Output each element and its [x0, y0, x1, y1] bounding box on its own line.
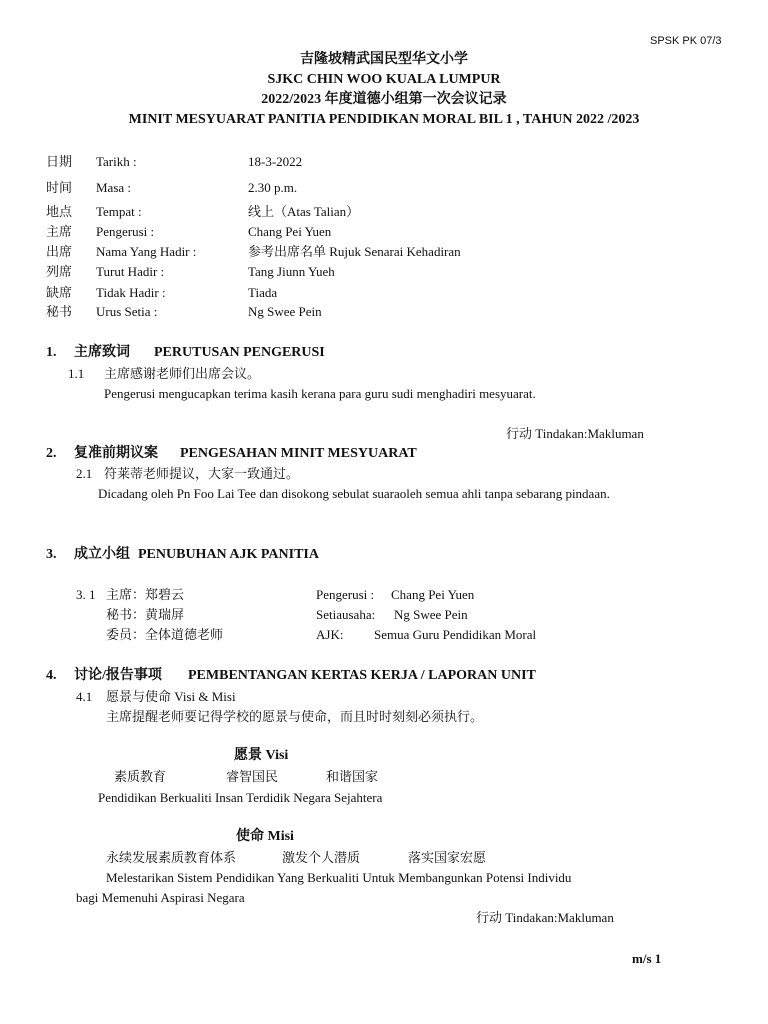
info-label-malay: Urus Setia :: [96, 304, 158, 319]
committee-role-value: Ng Swee Pein: [394, 607, 468, 622]
item-text-malay: Pengerusi mengucapkan terima kasih kerana para guru sudi menghadiri mesyuarat.: [104, 386, 536, 401]
section-title-chinese: 主席致词: [74, 345, 130, 360]
section-title-chinese: 讨论/报告事项: [74, 668, 162, 683]
info-value: Chang Pei Yuen: [248, 224, 332, 239]
info-label-malay: Tidak Hadir :: [96, 285, 166, 300]
committee-role-label: Pengerusi :: [316, 587, 375, 602]
info-value: 2.30 p.m.: [248, 180, 298, 195]
section-number: 4.: [46, 668, 57, 683]
vision-item-chinese: 和谐国家: [326, 769, 379, 784]
mission-text-malay: Melestarikan Sistem Pendidikan Yang Berkualiti Untuk Membangunkan Potensi Individu: [106, 870, 572, 885]
info-label-chinese: 缺席: [46, 285, 73, 300]
committee-role-label: AJK:: [316, 627, 344, 642]
committee-role-chinese: 秘书：黄瑞屏: [106, 607, 185, 622]
info-label-chinese: 地点: [46, 204, 73, 219]
document-code: SPSK PK 07/3: [650, 35, 722, 47]
section-number: 1.: [46, 345, 57, 360]
item-number: 2.1: [76, 466, 93, 481]
vision-text-malay: Pendidikan Berkualiti Insan Terdidik Negara Sejahtera: [98, 790, 383, 805]
info-label-chinese: 列席: [46, 264, 73, 279]
action-note: 行动 Tindakan:Makluman: [506, 426, 644, 441]
item-number: 1.1: [68, 366, 85, 381]
info-value: 参考出席名单 Rujuk Senarai Kehadiran: [248, 244, 461, 259]
section-title-malay: PENGESAHAN MINIT MESYUARAT: [180, 446, 417, 461]
section-number: 2.: [46, 446, 57, 461]
item-text-chinese: 符莱蒂老师提议，大家一致通过。: [104, 466, 300, 481]
info-label-malay: Turut Hadir :: [96, 264, 165, 279]
school-name-english: SJKC CHIN WOO KUALA LUMPUR: [267, 72, 501, 87]
mission-item-chinese: 永续发展素质教育体系: [106, 850, 237, 865]
info-value: 18-3-2022: [248, 154, 303, 169]
action-note: 行动 Tindakan:Makluman: [476, 910, 614, 925]
committee-role-chinese: 主席：郑碧云: [106, 587, 185, 602]
info-value: Tang Jiunn Yueh: [248, 264, 335, 279]
info-label-chinese: 主席: [46, 224, 73, 239]
section-title-malay: PEMBENTANGAN KERTAS KERJA / LAPORAN UNIT: [188, 668, 536, 683]
title-chinese: 2022/2023 年度道德小组第一次会议记录: [261, 92, 507, 107]
vision-title: 愿景 Visi: [234, 748, 289, 763]
info-label-malay: Nama Yang Hadir :: [96, 244, 197, 259]
info-label-chinese: 秘书: [46, 304, 73, 319]
info-label-malay: Masa :: [96, 180, 132, 195]
mission-title: 使命 Misi: [236, 829, 294, 844]
section-title-chinese: 复准前期议案: [74, 446, 158, 461]
info-value: Tiada: [248, 285, 278, 300]
info-label-chinese: 时间: [46, 180, 73, 195]
item-title: 愿景与使命 Visi & Misi: [106, 689, 236, 704]
committee-role-value: Chang Pei Yuen: [391, 587, 475, 602]
item-text-chinese: 主席提醒老师要记得学校的愿景与使命，而且时时刻刻必须执行。: [106, 709, 484, 724]
mission-text-malay-continued: bagi Memenuhi Aspirasi Negara: [76, 890, 245, 905]
info-value: 线上（Atas Talian）: [248, 204, 360, 219]
info-label-chinese: 日期: [46, 154, 73, 169]
mission-item-chinese: 落实国家宏愿: [408, 850, 487, 865]
section-title-chinese: 成立小组: [74, 547, 130, 562]
section-title-malay: PENUBUHAN AJK PANITIA: [138, 547, 319, 562]
section-title-malay: PERUTUSAN PENGERUSI: [154, 345, 325, 360]
committee-role-value: Semua Guru Pendidikan Moral: [374, 627, 537, 642]
school-name-chinese: 吉隆坡精武国民型华文小学: [300, 52, 468, 67]
item-number: 3. 1: [76, 587, 96, 602]
vision-item-chinese: 素质教育: [114, 769, 167, 784]
mission-item-chinese: 激发个人潜质: [282, 850, 361, 865]
item-text-chinese: 主席感谢老师们出席会议。: [104, 366, 261, 381]
info-label-chinese: 出席: [46, 244, 73, 259]
info-label-malay: Pengerusi :: [96, 224, 155, 239]
page-number: m/s 1: [632, 951, 662, 966]
item-number: 4.1: [76, 689, 93, 704]
title-malay: MINIT MESYUARAT PANITIA PENDIDIKAN MORAL BIL 1 , TAHUN 2022 /2023: [128, 112, 640, 127]
committee-role-chinese: 委员：全体道德老师: [106, 627, 224, 642]
vision-item-chinese: 睿智国民: [226, 769, 279, 784]
info-label-malay: Tarikh :: [96, 154, 137, 169]
item-text-malay: Dicadang oleh Pn Foo Lai Tee dan disokong sebulat suaraoleh semua ahli tanpa sebarang pindaan.: [98, 486, 610, 501]
info-label-malay: Tempat :: [96, 204, 142, 219]
committee-role-label: Setiausaha:: [316, 607, 376, 622]
info-value: Ng Swee Pein: [248, 304, 322, 319]
section-number: 3.: [46, 547, 57, 562]
